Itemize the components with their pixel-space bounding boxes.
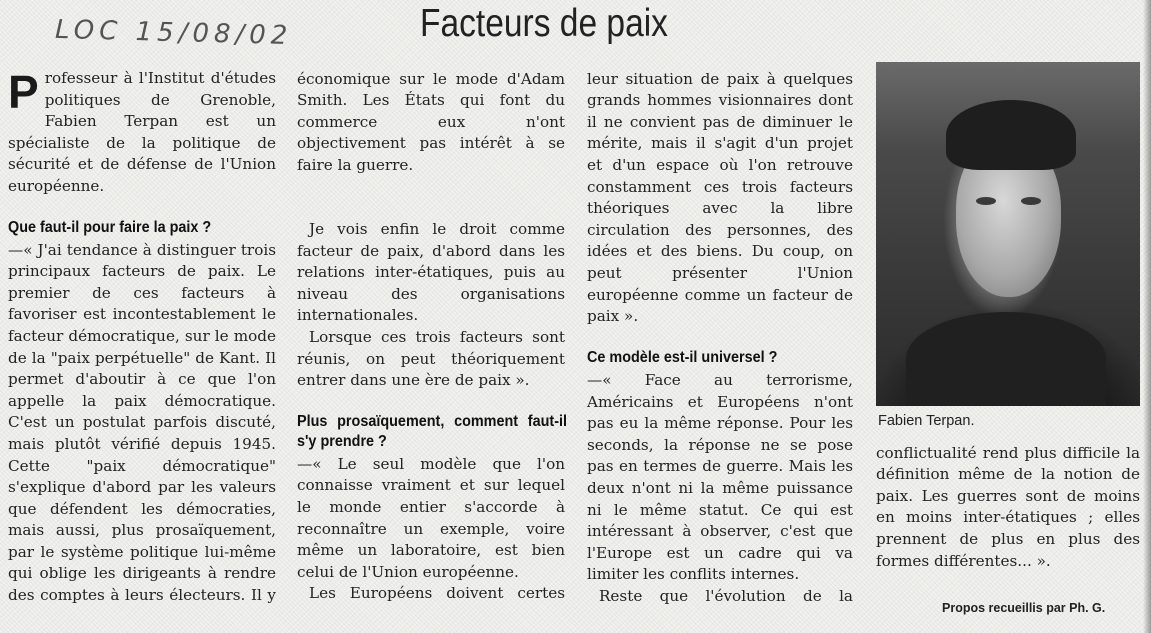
article-headline: Facteurs de paix — [420, 2, 668, 45]
photo-shoulders — [906, 312, 1106, 406]
answer-paragraph: —« Le seul modèle que l'on connaisse vraiment et sur lequel le monde entier s'accorde à reconnaître un exemple, voire même un laboratoire, est bien celui de l'Union européenne. — [297, 454, 565, 581]
intro-text: rofesseur à l'Institut d'études politiques de Grenoble, Fabien Terpan est un spécialiste de la politique de sécurité et de défense de l'Union européenne. — [8, 69, 276, 195]
answer-text-cont: économique sur le mode d'Adam Smith. Les États qui font du commerce eux n'ont objectivement pas intérêt à se faire la guerre. — [297, 69, 565, 175]
answer-continued — [876, 442, 1140, 572]
handwritten-date-note: LOC 15/08/02 — [54, 14, 293, 52]
photo-eye — [1021, 197, 1041, 205]
article-column-3 — [587, 68, 853, 608]
article-column-2 — [297, 68, 565, 605]
portrait-photo — [876, 62, 1140, 406]
answer-paragraph — [8, 240, 276, 603]
answer-text: Les Européens doivent certes — [309, 584, 565, 603]
answer-paragraph — [297, 583, 565, 605]
answer-paragraph — [587, 586, 853, 608]
question-heading: Plus prosaïquement, comment faut-il s'y prendre ? — [297, 412, 567, 450]
photo-caption: Fabien Terpan. — [878, 413, 975, 429]
article-column-1 — [8, 68, 276, 603]
continued-text — [587, 68, 853, 328]
answer-text: Reste que l'évolution de la — [599, 586, 853, 605]
photo-eye — [976, 197, 996, 205]
article-column-4 — [876, 442, 1140, 592]
continued-text — [297, 68, 565, 219]
continued-text — [876, 442, 1140, 592]
answer-paragraph: Lorsque ces trois facteurs sont réunis, on peut théoriquement entrer dans une ère de paix ». — [297, 327, 565, 390]
answer-continued — [297, 68, 565, 177]
answer-text: —« J'ai tendance à distinguer trois principaux facteurs de paix. Le premier de ces facteurs à favoriser est incontestablement le facteur démocratique, sur le mode de la "paix perpétuelle" de Kant. Il permet d'aboutir à ce que l'on appelle la paix démocratique. C'est un postulat parfois discuté, mais plutôt vérifié depuis 1945. Cette "paix démocratique" s'explique d'abord par les valeurs que défendent les démocraties, mais aussi, plus prosaïquement, par le système politique lui-même qui oblige les dirigeants à rendre des comptes à leurs électeurs. Il y — [8, 240, 276, 603]
answer-continued — [587, 68, 853, 328]
answer-paragraph: —« Face au terrorisme, Américains et Européens n'ont pas eu la même réponse. Pour les seconds, la réponse ne se pose pas en termes de guerre. Mais les deux n'ont ni la même puissance ni le même statut. Ce qui est intéressant à observer, c'est que l'Europe est un cadre qui va limiter les conflits internes. — [587, 371, 853, 584]
answer-text-cont: conflictualité rend plus difficile la définition même de la notion de paix. Les guerres sont de moins en moins inter-étatiques ; elles prennent de plus en plus des formes différentes... ». — [876, 443, 1140, 570]
photo-hair — [946, 100, 1076, 170]
drop-cap: P — [8, 66, 39, 118]
answer-paragraph: Je vois enfin le droit comme facteur de paix, d'abord dans les relations inter-étatiques, puis au niveau des organisations internationales. — [297, 220, 565, 325]
byline-credit: Propos recueillis par Ph. G. — [942, 601, 1106, 615]
question-heading: Que faut-il pour faire la paix ? — [8, 218, 212, 236]
scan-edge-shadow — [1143, 0, 1151, 633]
answer-text-cont: leur situation de paix à quelques grands hommes visionnaires dont il ne convient pas de diminuer le mérite, mais il s'agit d'un projet et d'un espace où l'on retrouve constamment ces trois facteurs théoriques avec la libre circulation des personnes, des idées et des biens. Du coup, on peut présenter l'Union européenne comme un facteur de paix ». — [587, 69, 853, 326]
intro-paragraph — [8, 68, 276, 198]
question-heading: Ce modèle est-il universel ? — [587, 349, 778, 366]
